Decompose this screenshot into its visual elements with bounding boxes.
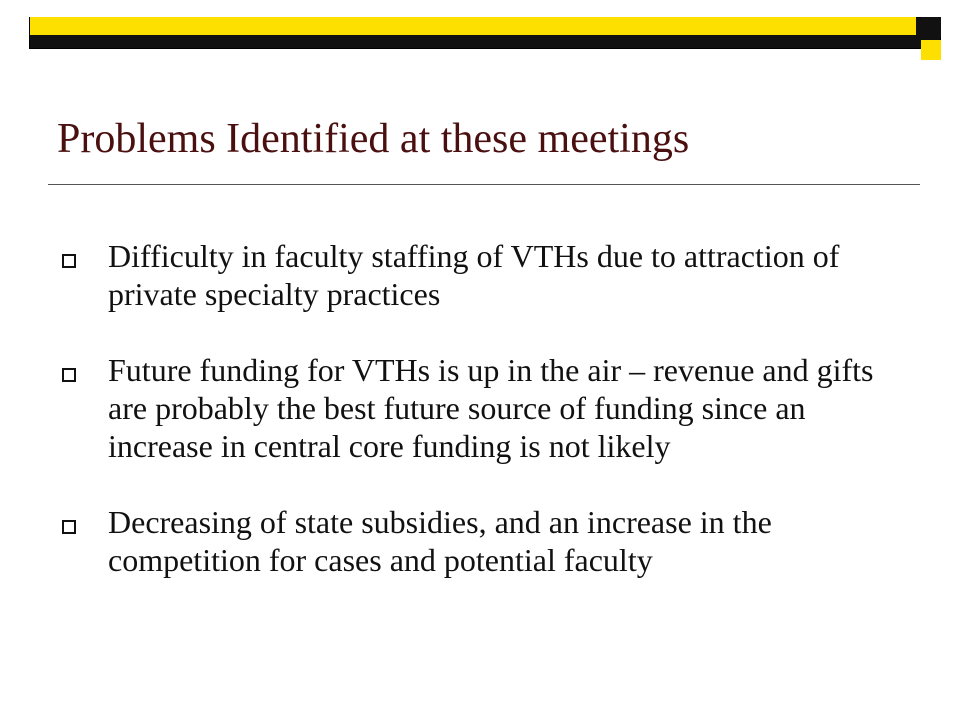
bullet-item	[58, 351, 898, 465]
hollow-square-icon	[62, 520, 76, 534]
bullet-text: Future funding for VTHs is up in the air – revenue and gifts are probably the best future source of funding since an increase in central core funding is not likely	[108, 352, 874, 464]
slide-title: Problems Identified at these meetings	[57, 116, 690, 162]
corner-block-dark	[921, 17, 941, 37]
bullet-item	[58, 503, 898, 579]
bullet-text: Decreasing of state subsidies, and an increase in the competition for cases and potential faculty	[108, 504, 772, 578]
bullet-item	[58, 237, 898, 313]
hollow-square-icon	[62, 254, 76, 268]
top-banner-yellow-stripe	[30, 17, 916, 35]
hollow-square-icon	[62, 368, 76, 382]
bullet-text: Difficulty in faculty staffing of VTHs due to attraction of private specialty practices	[108, 238, 840, 312]
corner-block-yellow	[921, 40, 941, 60]
title-divider	[48, 184, 920, 185]
bullet-list	[58, 237, 898, 579]
